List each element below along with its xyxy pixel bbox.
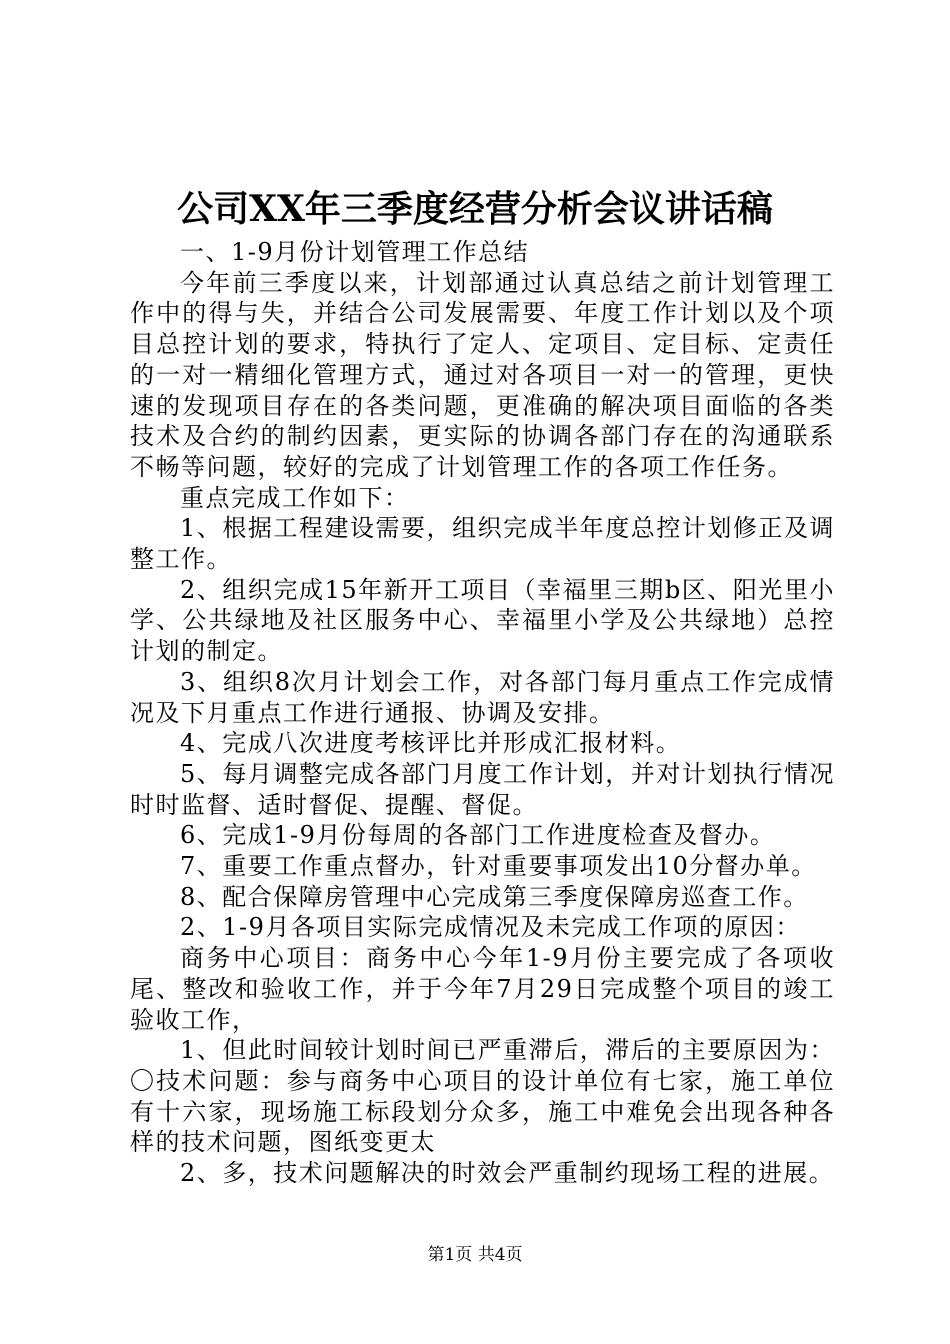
paragraph: 商务中心项目：商务中心今年1-9月份主要完成了各项收尾、整改和验收工作，并于今年7月29日完成整个项目的竣工验收工作，: [130, 944, 835, 1034]
list-item: 3、组织8次月计划会工作，对各部门每月重点工作完成情况及下月重点工作进行通报、协调及安排。: [130, 667, 835, 727]
list-item: 1、根据工程建设需要，组织完成半年度总控计划修正及调整工作。: [130, 514, 835, 574]
section-heading: 2、1-9月各项目实际完成情况及未完成工作项的原因：: [180, 913, 801, 942]
list-item: 2、多，技术问题解决的时效会严重制约现场工程的进展。: [180, 1159, 835, 1188]
document-body: [130, 237, 835, 1189]
section-heading: 一、1-9月份计划管理工作总结: [180, 238, 530, 266]
list-item: 5、每月调整完成各部门月度工作计划，并对计划执行情况时时监督、适时督促、提醒、督促。: [130, 759, 835, 819]
list-item: 6、完成1-9月份每周的各部门工作进度检查及督办。: [180, 821, 776, 850]
paragraph: 重点完成工作如下：: [180, 483, 410, 512]
list-item: 7、重要工作重点督办，针对重要事项发出10分督办单。: [180, 852, 817, 881]
list-item: 1、但此时间较计划时间已严重滞后，滞后的主要原因为：〇技术问题：参与商务中心项目的设计单位有七家，施工单位有十六家，现场施工标段划分众多，施工中难免会出现各种各样的技术问题，图纸变更太: [130, 1036, 835, 1157]
list-item: 2、组织完成15年新开工项目（幸福里三期b区、阳光里小学、公共绿地及社区服务中心、幸福里小学及公共绿地）总控计划的制定。: [130, 575, 835, 666]
list-item: 4、完成八次进度考核评比并形成汇报材料。: [180, 729, 682, 758]
page-footer: 第1页 共4页: [427, 1245, 523, 1265]
paragraph: 今年前三季度以来，计划部通过认真总结之前计划管理工作中的得与失，并结合公司发展需要、年度工作计划以及个项目总控计划的要求，特执行了定人、定项目、定目标、定责任的一对一精细化管理方式，通过对各项目一对一的管理，更快速的发现项目存在的各类问题，更准确的解决项目面临的各类技术及合约的制约因素，更实际的协调各部门存在的沟通联系不畅等问题，较好的完成了计划管理工作的各项工作任务。: [130, 268, 835, 481]
document-title: 公司XX年三季度经营分析会议讲话稿: [177, 188, 773, 230]
list-item: 8、配合保障房管理中心完成第三季度保障房巡查工作。: [180, 882, 809, 911]
